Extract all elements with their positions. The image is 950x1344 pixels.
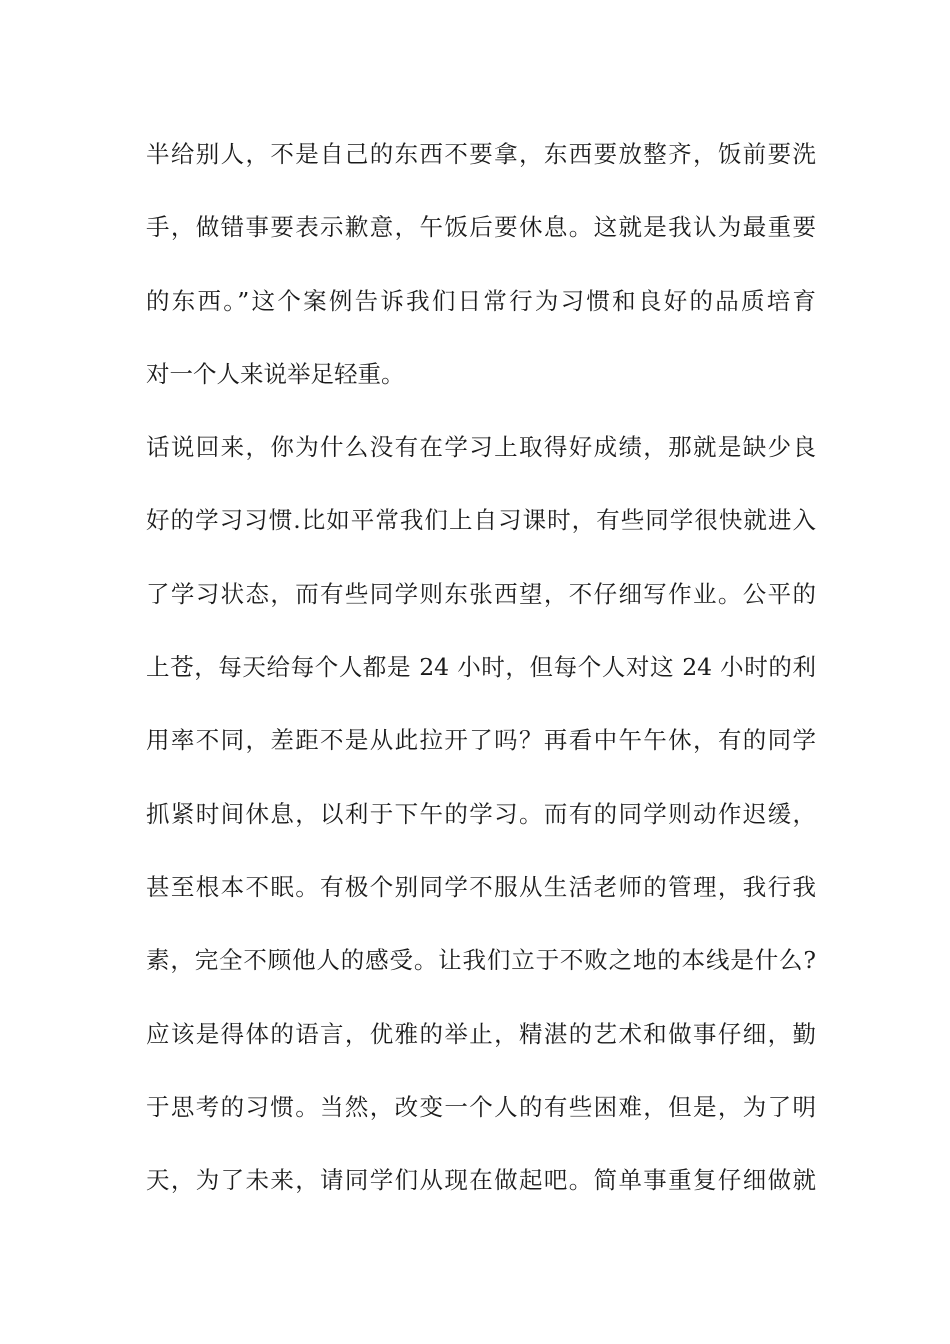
text-line: 素，完全不顾他人的感受。让我们立于不败之地的本线是什么?: [146, 946, 816, 975]
text-line: 甚至根本不眠。有极个别同学不服从生活老师的管理，我行我: [146, 872, 816, 901]
text-line: 用率不同，差距不是从此拉开了吗？再看中午午休，有的同学: [146, 726, 816, 755]
text-line: 的东西。”这个案例告诉我们日常行为习惯和良好的品质培育: [146, 286, 816, 315]
text-line: 天，为了未来，请同学们从现在做起吧。简单事重复仔细做就: [146, 1166, 816, 1195]
text-line: 了学习状态，而有些同学则东张西望，不仔细写作业。公平的: [146, 579, 816, 608]
text-line: 抓紧时间休息，以利于下午的学习。而有的同学则动作迟缓，: [146, 799, 816, 828]
text-line: 对一个人来说举足轻重。: [146, 359, 405, 388]
text-line: 半给别人，不是自己的东西不要拿，东西要放整齐，饭前要洗: [146, 140, 816, 168]
text-line: 应该是得体的语言，优雅的举止，精湛的艺术和做事仔细，勤: [146, 1019, 816, 1048]
text-line: 手，做错事要表示歉意，午饭后要休息。这就是我认为最重要: [146, 213, 816, 242]
body-text: [146, 128, 816, 1227]
text-line: 话说回来，你为什么没有在学习上取得好成绩，那就是缺少良: [146, 433, 816, 462]
text-line: 于思考的习惯。当然，改变一个人的有些困难，但是，为了明: [146, 1092, 816, 1121]
text-line: 好的学习习惯.比如平常我们上自习课时，有些同学很快就进入: [146, 506, 816, 535]
text-line: 上苍，每天给每个人都是 24 小时，但每个人对这 24 小时的利: [146, 653, 816, 682]
